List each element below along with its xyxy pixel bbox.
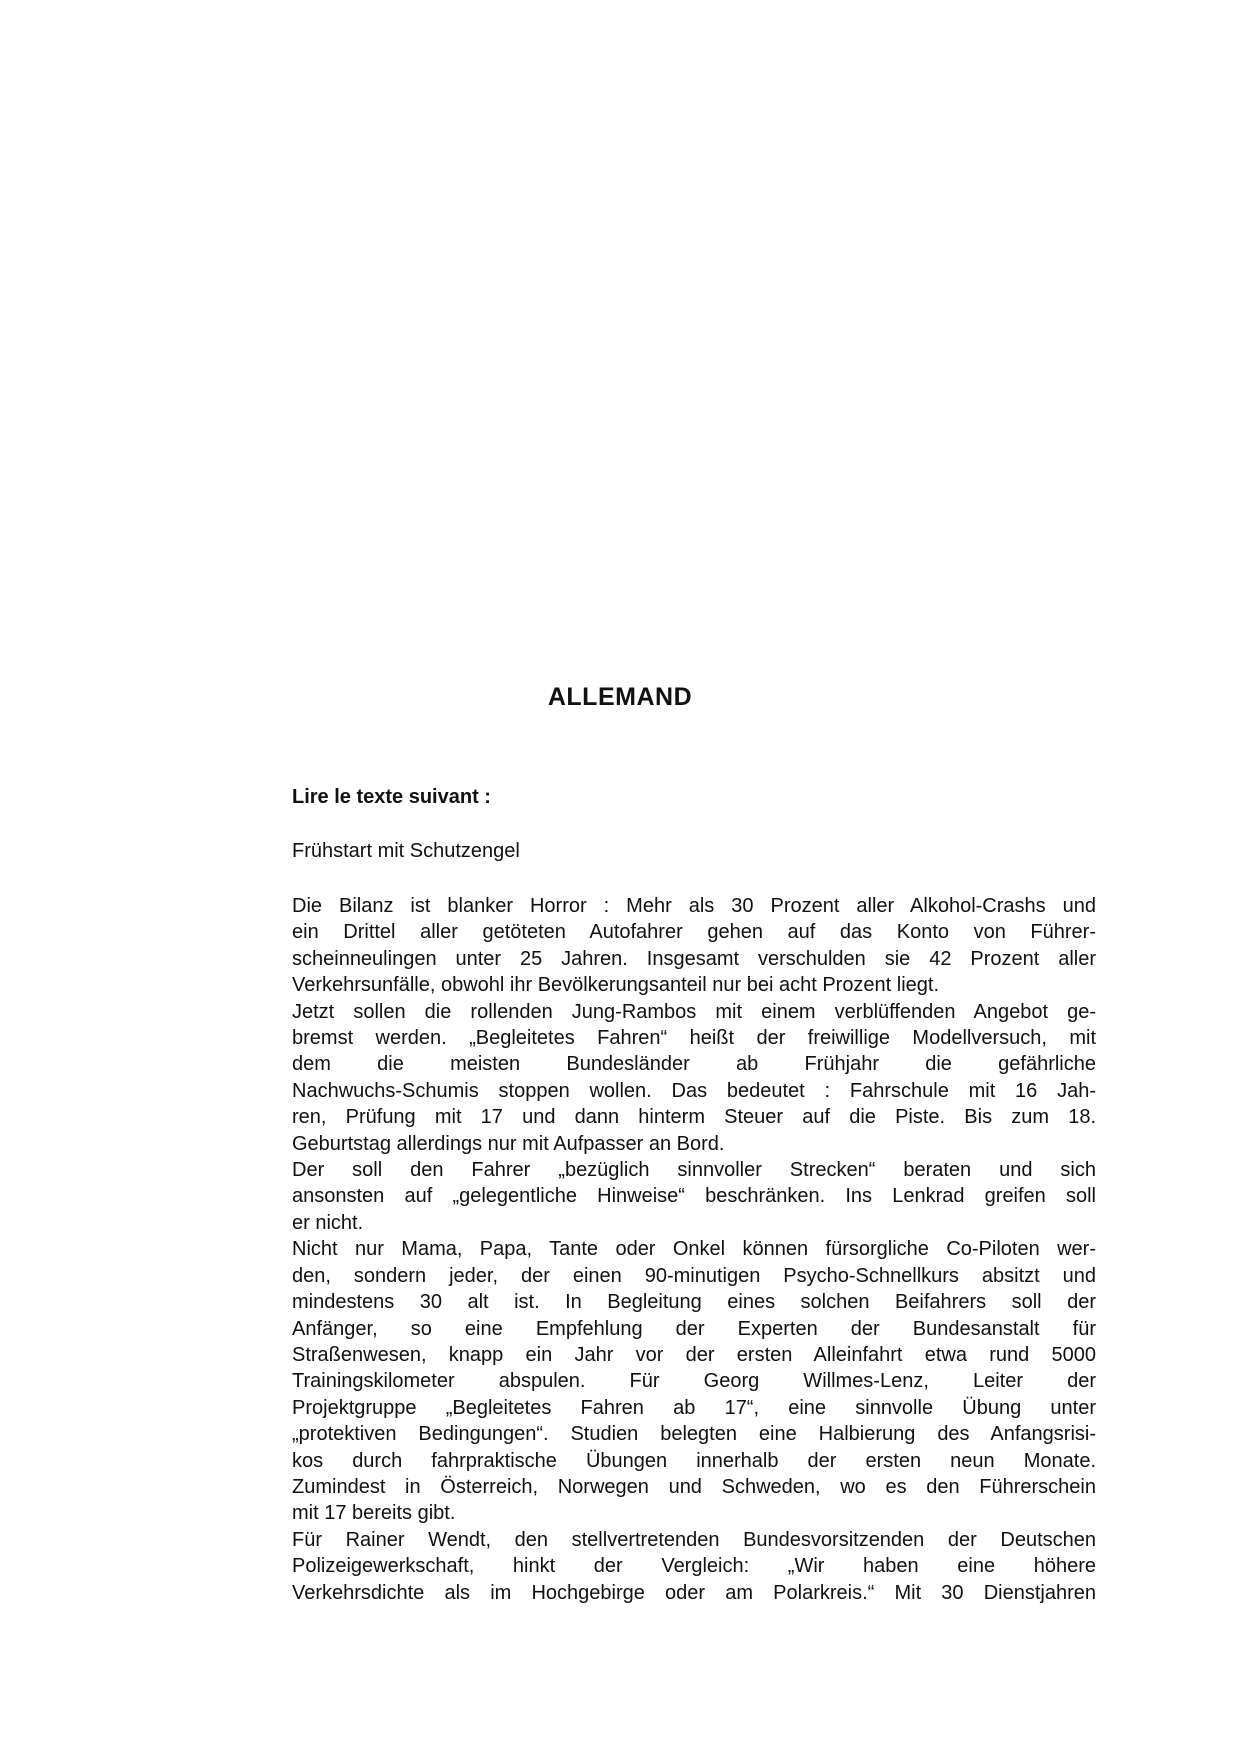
text-line: Zumindest in Österreich, Norwegen und Schweden, wo es den Führerschein bbox=[292, 1475, 1096, 1498]
text-line: er nicht. bbox=[292, 1211, 364, 1234]
text-line: ein Drittel aller getöteten Autofahrer gehen auf das Konto von Führer- bbox=[292, 921, 1096, 944]
text-line: Trainingskilometer abspulen. Für Georg Willmes-Lenz, Leiter der bbox=[292, 1370, 1096, 1393]
text-line: Verkehrsdichte als im Hochgebirge oder am Polarkreis.“ Mit 30 Dienstjahren bbox=[292, 1581, 1096, 1604]
text-line: Straßenwesen, knapp ein Jahr vor der ersten Alleinfahrt etwa rund 5000 bbox=[292, 1343, 1096, 1366]
text-line: den, sondern jeder, der einen 90-minutigen Psycho-Schnellkurs absitzt und bbox=[292, 1264, 1096, 1287]
text-line: ren, Prüfung mit 17 und dann hinterm Steuer auf die Piste. Bis zum 18. bbox=[292, 1106, 1096, 1129]
article-paragraph bbox=[292, 893, 1096, 999]
text-line: Anfänger, so eine Empfehlung der Experten der Bundesanstalt für bbox=[292, 1317, 1096, 1340]
text-line: scheinneulingen unter 25 Jahren. Insgesamt verschulden sie 42 Prozent aller bbox=[292, 947, 1096, 970]
text-line: mindestens 30 alt ist. In Begleitung eines solchen Beifahrers soll der bbox=[292, 1291, 1096, 1314]
text-line: Polizeigewerkschaft, hinkt der Vergleich: „Wir haben eine höhere bbox=[292, 1555, 1096, 1578]
text-line: dem die meisten Bundesländer ab Frühjahr die gefährliche bbox=[292, 1053, 1096, 1076]
article-title: Frühstart mit Schutzengel bbox=[292, 840, 520, 862]
text-line: Nicht nur Mama, Papa, Tante oder Onkel können fürsorgliche Co-Piloten wer- bbox=[292, 1238, 1096, 1261]
text-line: Verkehrsunfälle, obwohl ihr Bevölkerungsanteil nur bei acht Prozent liegt. bbox=[292, 974, 940, 997]
article-paragraph bbox=[292, 1527, 1096, 1606]
text-line: Geburtstag allerdings nur mit Aufpasser an Bord. bbox=[292, 1132, 725, 1155]
article-paragraph bbox=[292, 1236, 1096, 1526]
text-line: Für Rainer Wendt, den stellvertretenden Bundesvorsitzenden der Deutschen bbox=[292, 1528, 1096, 1551]
text-line: bremst werden. „Begleitetes Fahren“ heißt der freiwillige Modellversuch, mit bbox=[292, 1027, 1096, 1050]
text-line: Projektgruppe „Begleitetes Fahren ab 17“, eine sinnvolle Übung unter bbox=[292, 1396, 1096, 1419]
page-title: ALLEMAND bbox=[547, 683, 693, 711]
article-paragraph bbox=[292, 1157, 1096, 1236]
text-line: Nachwuchs-Schumis stoppen wollen. Das bedeutet : Fahrschule mit 16 Jah- bbox=[292, 1079, 1096, 1102]
article-paragraph bbox=[292, 999, 1096, 1157]
text-line: „protektiven Bedingungen“. Studien belegten eine Halbierung des Anfangsrisi- bbox=[292, 1423, 1096, 1446]
article-body bbox=[292, 893, 1096, 1606]
text-line: mit 17 bereits gibt. bbox=[292, 1502, 456, 1525]
text-line: Der soll den Fahrer „bezüglich sinnvoller Strecken“ beraten und sich bbox=[292, 1159, 1096, 1182]
instruction-text: Lire le texte suivant : bbox=[292, 786, 491, 808]
text-line: Jetzt sollen die rollenden Jung-Rambos mit einem verblüffenden Angebot ge- bbox=[292, 1000, 1096, 1023]
text-line: kos durch fahrpraktische Übungen innerhalb der ersten neun Monate. bbox=[292, 1449, 1096, 1472]
text-line: ansonsten auf „gelegentliche Hinweise“ beschränken. Ins Lenkrad greifen soll bbox=[292, 1185, 1096, 1208]
text-line: Die Bilanz ist blanker Horror : Mehr als 30 Prozent aller Alkohol-Crashs und bbox=[292, 895, 1096, 917]
